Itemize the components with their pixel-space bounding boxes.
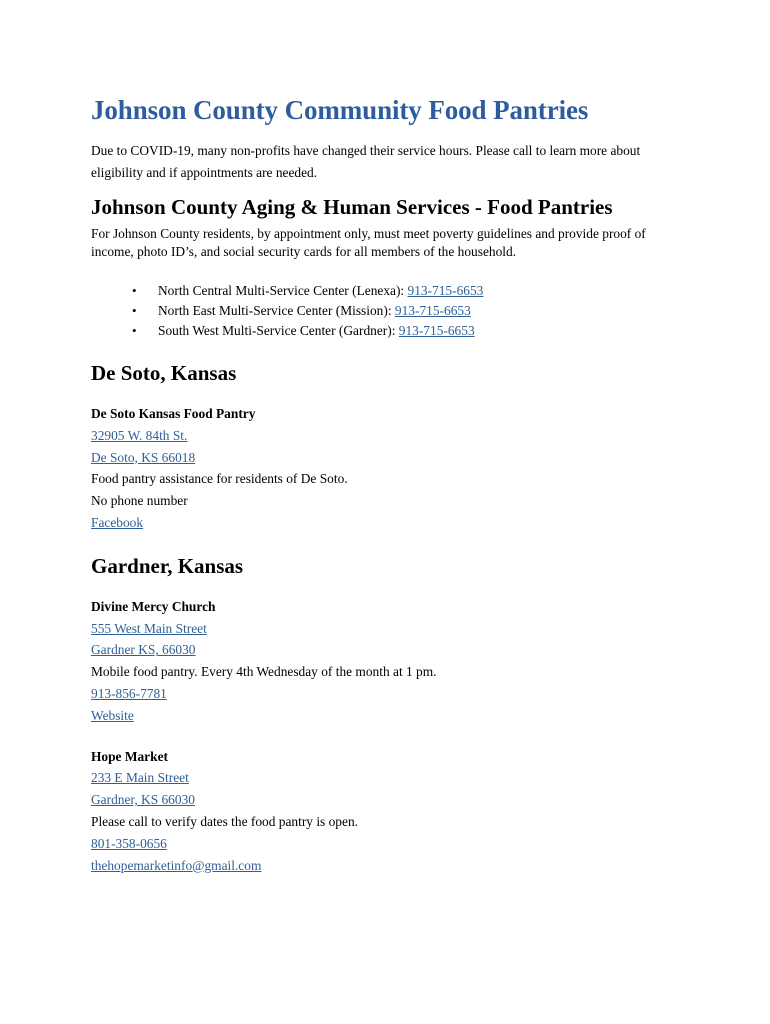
email-link[interactable]: thehopemarketinfo@gmail.com bbox=[91, 857, 262, 873]
list-item bbox=[91, 281, 691, 301]
center-phone-link[interactable]: 913-715-6653 bbox=[394, 303, 471, 318]
center-label: North Central Multi-Service Center (Lenexa): bbox=[158, 283, 408, 298]
address-line2-link[interactable]: Gardner KS, 66030 bbox=[91, 642, 196, 658]
center-phone-link[interactable]: 913-715-6653 bbox=[398, 323, 475, 338]
pantry-name: Hope Market bbox=[91, 748, 168, 764]
address-line2-link[interactable]: De Soto, KS 66018 bbox=[91, 449, 196, 465]
address-line1-link[interactable]: 32905 W. 84th St. bbox=[91, 427, 188, 443]
pantry-note: Food pantry assistance for residents of De Soto. bbox=[91, 471, 348, 487]
hope-market-entry bbox=[91, 746, 691, 877]
phone-link[interactable]: 801-358-0656 bbox=[91, 835, 167, 851]
bullet-icon: • bbox=[132, 283, 137, 298]
desoto-pantry-entry bbox=[91, 403, 691, 534]
gardner-heading: Gardner, Kansas bbox=[91, 553, 244, 578]
pantry-note: Mobile food pantry. Every 4th Wednesday of the month at 1 pm. bbox=[91, 664, 437, 680]
center-phone-link[interactable]: 913-715-6653 bbox=[407, 283, 484, 298]
bullet-icon: • bbox=[132, 323, 137, 338]
intro-paragraph: Due to COVID-19, many non-profits have changed their service hours. Please call to learn more about eligibility and if appointments are needed. bbox=[91, 143, 641, 180]
divine-mercy-entry bbox=[91, 596, 691, 727]
desoto-heading: De Soto, Kansas bbox=[91, 361, 237, 385]
phone-link[interactable]: 913-856-7781 bbox=[91, 685, 167, 701]
bullet-icon: • bbox=[132, 303, 137, 318]
document-page bbox=[91, 92, 691, 876]
list-item bbox=[91, 301, 691, 321]
service-center-list bbox=[91, 281, 691, 341]
list-item bbox=[91, 321, 691, 341]
facebook-link[interactable]: Facebook bbox=[91, 514, 144, 530]
address-line1-link[interactable]: 233 E Main Street bbox=[91, 770, 189, 786]
pantry-name: Divine Mercy Church bbox=[91, 598, 216, 614]
pantry-name: De Soto Kansas Food Pantry bbox=[91, 406, 256, 421]
address-line2-link[interactable]: Gardner, KS 66030 bbox=[91, 792, 195, 808]
phone-note: No phone number bbox=[91, 493, 188, 509]
center-label: South West Multi-Service Center (Gardner): bbox=[158, 323, 399, 338]
page-title: Johnson County Community Food Pantries bbox=[91, 95, 589, 125]
website-link[interactable]: Website bbox=[91, 707, 134, 723]
aging-services-description: For Johnson County residents, by appointment only, must meet poverty guidelines and provide proof of income, photo ID’s, and social security cards for all members of the household. bbox=[91, 226, 646, 259]
address-line1-link[interactable]: 555 West Main Street bbox=[91, 620, 207, 636]
aging-services-heading: Johnson County Aging & Human Services - Food Pantries bbox=[91, 195, 613, 219]
center-label: North East Multi-Service Center (Mission): bbox=[158, 303, 395, 318]
pantry-note: Please call to verify dates the food pantry is open. bbox=[91, 813, 358, 829]
